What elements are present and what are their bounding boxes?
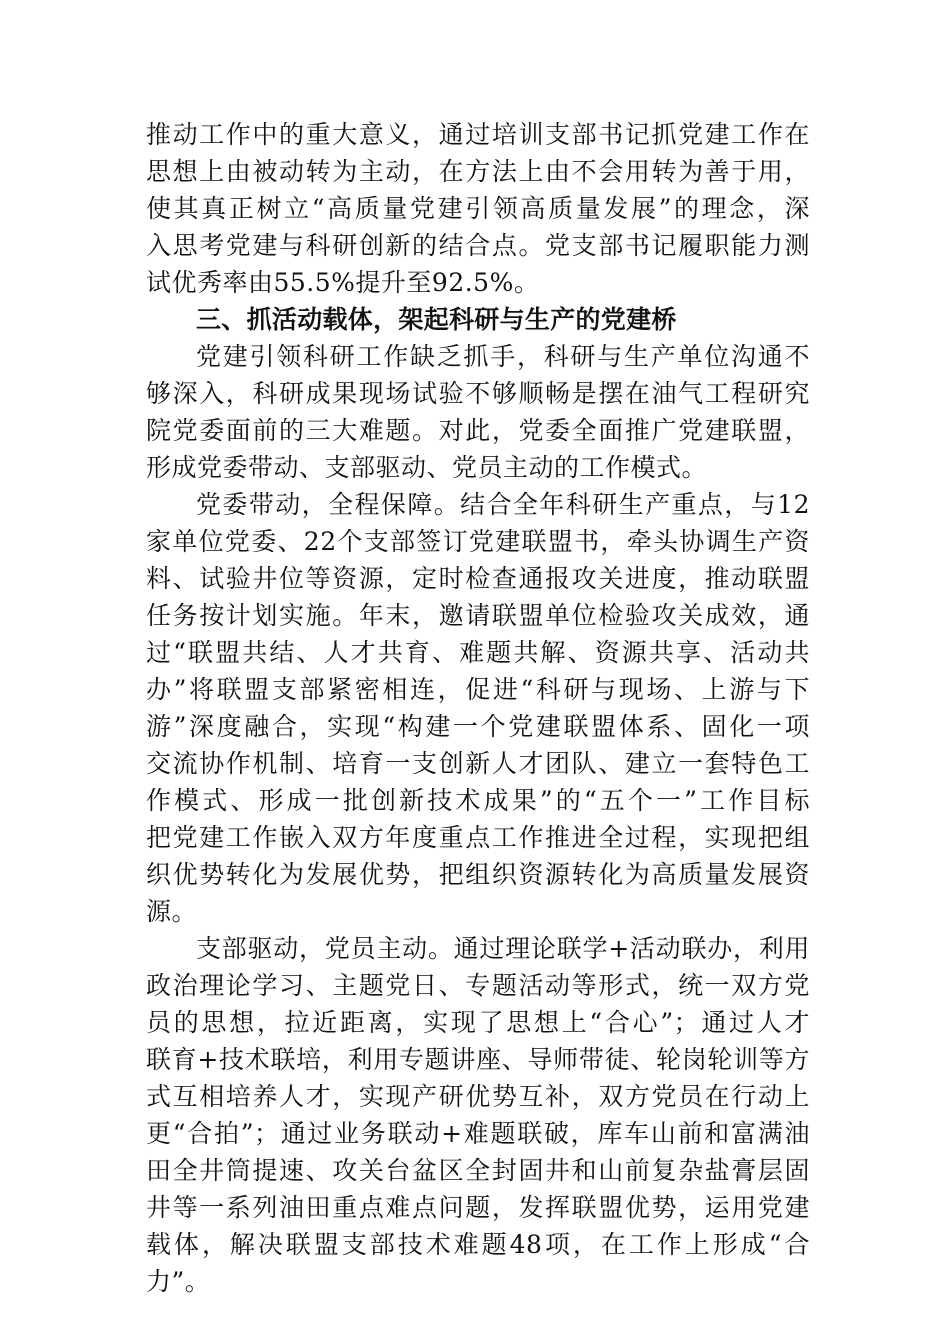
document-page xyxy=(146,116,810,1300)
text-line: 推动工作中的重大意义，通过培训支部书记抓党建工作在 xyxy=(146,120,810,149)
paragraph-4 xyxy=(146,930,810,1300)
text-line: 式互相培养人才，实现产研优势互补，双方党员在行动上 xyxy=(146,1082,810,1111)
text-line: 井等一系列油田重点难点问题，发挥联盟优势，运用党建 xyxy=(146,1193,810,1222)
text-line: 游”深度融合，实现“构建一个党建联盟体系、固化一项 xyxy=(146,712,810,741)
text-line: 办”将联盟支部紧密相连，促进“科研与现场、上游与下 xyxy=(146,675,810,704)
text-line: 形成党委带动、支部驱动、党员主动的工作模式。 xyxy=(146,453,708,482)
section-heading: 三、抓活动载体，架起科研与生产的党建桥 xyxy=(196,305,677,334)
paragraph-1 xyxy=(146,116,810,301)
text-line: 员的思想，拉近距离，实现了思想上“合心”；通过人才 xyxy=(146,1008,810,1037)
text-line: 党建引领科研工作缺乏抓手，科研与生产单位沟通不 xyxy=(196,342,810,371)
paragraph-2 xyxy=(146,338,810,486)
paragraph-3 xyxy=(146,486,810,930)
text-line: 作模式、形成一批创新技术成果”的“五个一”工作目标 xyxy=(146,786,810,815)
text-line: 院党委面前的三大难题。对此，党委全面推广党建联盟， xyxy=(146,416,810,445)
text-line: 田全井筒提速、攻关台盆区全封固井和山前复杂盐膏层固 xyxy=(146,1156,810,1185)
text-line: 使其真正树立“高质量党建引领高质量发展”的理念，深 xyxy=(146,194,810,223)
text-line: 源。 xyxy=(146,897,198,926)
text-line: 家单位党委、22个支部签订党建联盟书，牵头协调生产资 xyxy=(146,527,810,556)
text-line: 把党建工作嵌入双方年度重点工作推进全过程，实现把组 xyxy=(146,823,810,852)
text-line: 交流协作机制、培育一支创新人才团队、建立一套特色工 xyxy=(146,749,810,778)
text-line: 政治理论学习、主题党日、专题活动等形式，统一双方党 xyxy=(146,971,810,1000)
text-line: 任务按计划实施。年末，邀请联盟单位检验攻关成效，通 xyxy=(146,601,810,630)
text-line: 支部驱动，党员主动。通过理论联学+活动联办，利用 xyxy=(196,934,810,963)
text-line: 联育+技术联培，利用专题讲座、导师带徒、轮岗轮训等方 xyxy=(146,1045,810,1074)
text-line: 料、试验井位等资源，定时检查通报攻关进度，推动联盟 xyxy=(146,564,810,593)
text-line: 入思考党建与科研创新的结合点。党支部书记履职能力测 xyxy=(146,231,810,260)
text-line: 载体，解决联盟支部技术难题48项，在工作上形成“合 xyxy=(146,1230,810,1259)
text-line: 过“联盟共结、人才共育、难题共解、资源共享、活动共 xyxy=(146,638,810,667)
text-line: 织优势转化为发展优势，把组织资源转化为高质量发展资 xyxy=(146,860,810,889)
text-line: 思想上由被动转为主动，在方法上由不会用转为善于用， xyxy=(146,157,810,186)
text-line: 试优秀率由55.5%提升至92.5%。 xyxy=(146,268,540,297)
text-line: 党委带动，全程保障。结合全年科研生产重点，与12 xyxy=(196,490,810,519)
text-line: 够深入，科研成果现场试验不够顺畅是摆在油气工程研究 xyxy=(146,379,810,408)
text-line: 更“合拍”；通过业务联动+难题联破，库车山前和富满油 xyxy=(146,1119,810,1148)
text-line: 力”。 xyxy=(146,1267,211,1296)
